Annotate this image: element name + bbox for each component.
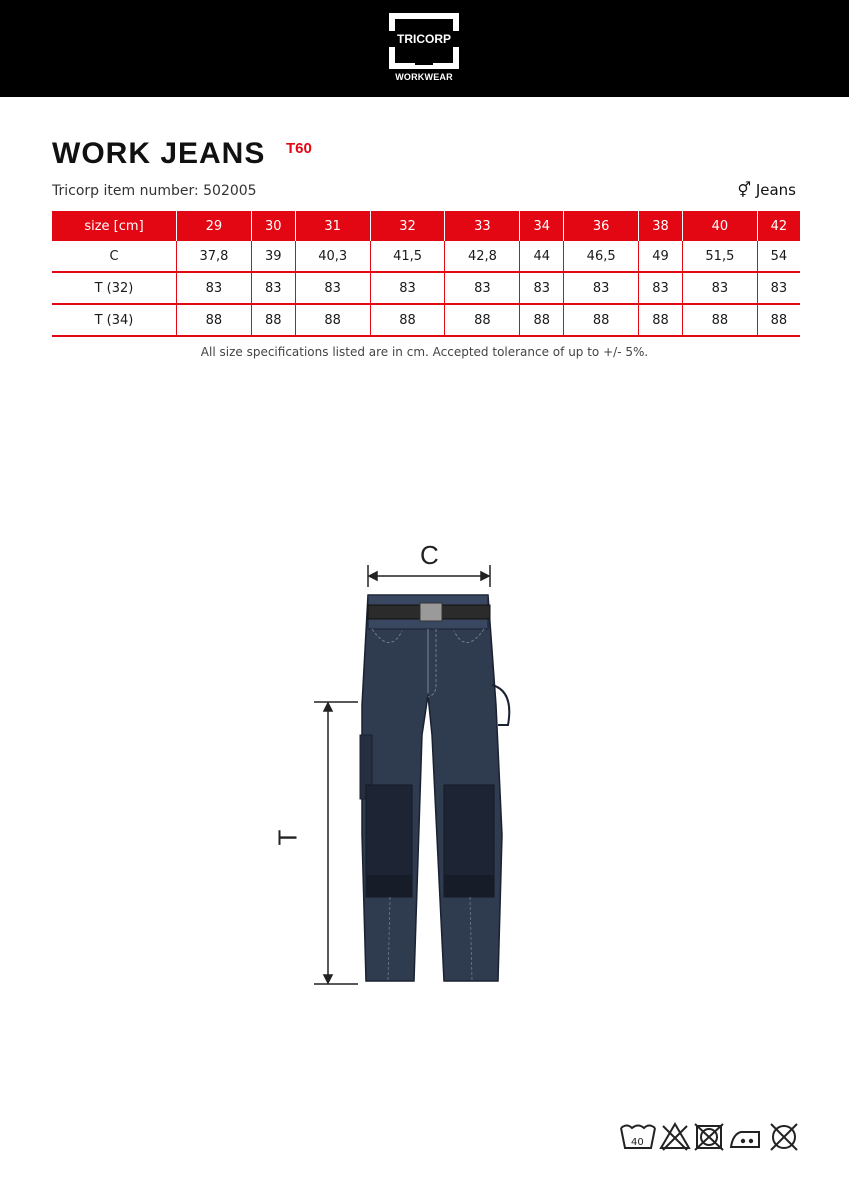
row-label: C bbox=[52, 241, 177, 272]
item-number: Tricorp item number: 502005 bbox=[52, 183, 257, 199]
table-cell: 83 bbox=[682, 272, 757, 304]
no-tumble-dry-icon bbox=[695, 1124, 723, 1150]
table-cell: 40,3 bbox=[295, 241, 370, 272]
table-cell: 54 bbox=[757, 241, 800, 272]
table-cell: 88 bbox=[251, 304, 295, 336]
size-col: 42 bbox=[757, 211, 800, 241]
table-cell: 88 bbox=[177, 304, 252, 336]
table-cell: 88 bbox=[295, 304, 370, 336]
header-bar bbox=[0, 0, 849, 97]
iron-low-icon bbox=[731, 1132, 759, 1147]
brand-sub: WORKWEAR bbox=[395, 72, 453, 82]
table-row bbox=[52, 272, 800, 304]
table-cell: 83 bbox=[370, 272, 445, 304]
gender-label-group bbox=[738, 181, 797, 199]
table-cell: 88 bbox=[520, 304, 564, 336]
size-col: 32 bbox=[370, 211, 445, 241]
table-cell: 88 bbox=[445, 304, 520, 336]
jeans-drawing bbox=[280, 535, 540, 995]
table-cell: 37,8 bbox=[177, 241, 252, 272]
table-cell: 88 bbox=[564, 304, 639, 336]
no-bleach-icon bbox=[661, 1124, 689, 1150]
table-cell: 83 bbox=[177, 272, 252, 304]
jeans-garment bbox=[360, 595, 509, 981]
tolerance-note: All size specifications listed are in cm. Accepted tolerance of up to +/- 5%. bbox=[200, 345, 649, 359]
table-cell: 49 bbox=[639, 241, 683, 272]
table-cell: 88 bbox=[757, 304, 800, 336]
row-label: T (34) bbox=[52, 304, 177, 336]
no-dry-clean-icon bbox=[771, 1124, 797, 1150]
care-symbols bbox=[619, 1120, 801, 1152]
product-code: T60 bbox=[286, 140, 312, 157]
table-row bbox=[52, 241, 800, 272]
table-cell: 83 bbox=[639, 272, 683, 304]
brand-name: TRICORP bbox=[389, 31, 459, 47]
table-cell: 46,5 bbox=[564, 241, 639, 272]
t-dimension-label: T bbox=[272, 829, 303, 846]
c-dimension-label: C bbox=[420, 540, 439, 570]
table-cell: 51,5 bbox=[682, 241, 757, 272]
size-col: 30 bbox=[251, 211, 295, 241]
size-col: 36 bbox=[564, 211, 639, 241]
table-cell: 83 bbox=[520, 272, 564, 304]
gender-label: Jeans bbox=[755, 181, 796, 199]
table-cell: 83 bbox=[295, 272, 370, 304]
size-col: 33 bbox=[445, 211, 520, 241]
page-title: WORK JEANS bbox=[52, 137, 266, 170]
table-row bbox=[52, 304, 800, 336]
table-cell: 83 bbox=[757, 272, 800, 304]
size-col: 40 bbox=[682, 211, 757, 241]
size-col: 34 bbox=[520, 211, 564, 241]
table-cell: 83 bbox=[564, 272, 639, 304]
table-cell: 42,8 bbox=[445, 241, 520, 272]
table-cell: 44 bbox=[520, 241, 564, 272]
table-cell: 39 bbox=[251, 241, 295, 272]
table-cell: 88 bbox=[682, 304, 757, 336]
brand-logo[interactable] bbox=[389, 13, 459, 83]
size-col: 29 bbox=[177, 211, 252, 241]
size-col: 31 bbox=[295, 211, 370, 241]
wash-temp: 40 bbox=[631, 1137, 644, 1148]
size-table-header bbox=[52, 211, 800, 241]
unisex-icon: ⚥ bbox=[737, 181, 752, 199]
wash-40-icon bbox=[621, 1126, 655, 1149]
size-table bbox=[52, 211, 800, 337]
row-label: T (32) bbox=[52, 272, 177, 304]
table-cell: 83 bbox=[251, 272, 295, 304]
size-header-label: size [cm] bbox=[52, 211, 177, 241]
table-cell: 88 bbox=[639, 304, 683, 336]
table-cell: 83 bbox=[445, 272, 520, 304]
size-col: 38 bbox=[639, 211, 683, 241]
table-cell: 41,5 bbox=[370, 241, 445, 272]
table-cell: 88 bbox=[370, 304, 445, 336]
t-dimension-line bbox=[314, 702, 358, 984]
